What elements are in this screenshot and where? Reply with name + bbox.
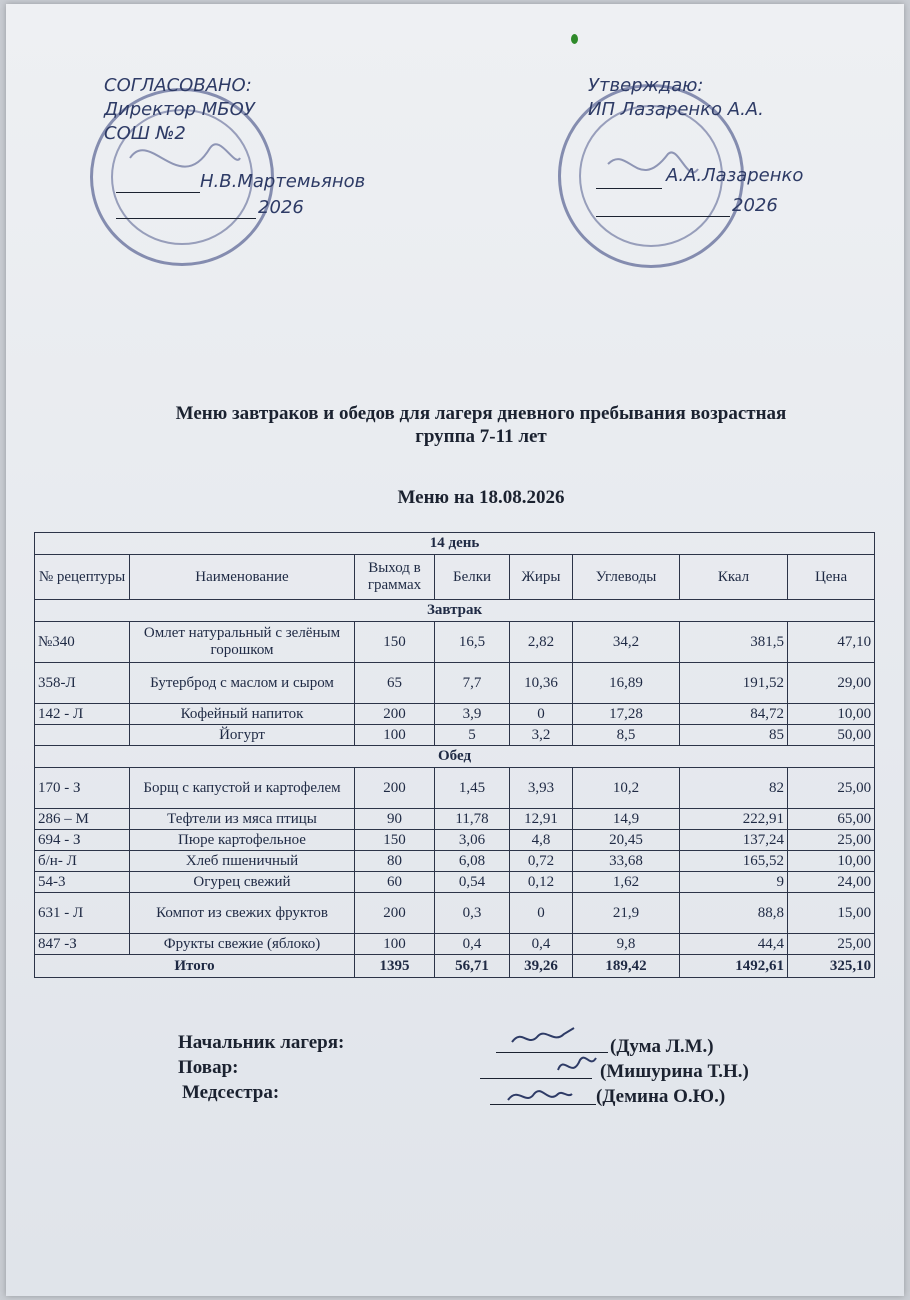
section-label-breakfast: Завтрак [35,600,875,622]
approval-left-signer-name: Н.В.Мартемьянов [200,171,366,192]
table-cell: 85 [680,725,788,746]
table-cell: 1,45 [435,768,510,809]
table-cell: 0,4 [435,934,510,955]
name-nurse: (Демина О.Ю.) [596,1086,726,1107]
table-cell: 65,00 [788,809,875,830]
role-camp-head: Начальник лагеря: [178,1032,345,1053]
column-header: Ккал [680,555,788,600]
table-cell: 60 [355,872,435,893]
name-camp-head: (Дума Л.М.) [610,1036,714,1057]
table-cell: 17,28 [573,704,680,725]
table-cell: 222,91 [680,809,788,830]
signature-roles [178,1030,344,1105]
table-cell: 100 [355,934,435,955]
menu-table [34,532,875,978]
role-cook: Повар: [178,1057,239,1078]
column-header: Выход в граммах [355,555,435,600]
table-cell: 100 [355,725,435,746]
column-header: Белки [435,555,510,600]
table-cell: 9 [680,872,788,893]
menu-date [66,486,896,509]
table-cell: 21,9 [573,893,680,934]
table-row [35,872,875,893]
table-row [35,809,875,830]
table-cell: 694 - З [35,830,130,851]
table-cell: 3,9 [435,704,510,725]
table-row [35,622,875,663]
table-cell: 10,00 [788,704,875,725]
approval-left-date-line [116,218,256,219]
total-cell: 1395 [355,955,435,978]
table-cell: 0 [510,893,573,934]
table-cell: 1,62 [573,872,680,893]
table-cell: 170 - З [35,768,130,809]
table-cell: б/н- Л [35,851,130,872]
table-cell: 10,2 [573,768,680,809]
total-cell: 189,42 [573,955,680,978]
section-lunch [35,746,875,768]
table-cell: 15,00 [788,893,875,934]
menu-title [66,402,896,448]
push-pin-icon [571,34,578,44]
table-cell: 3,06 [435,830,510,851]
table-cell: 7,7 [435,663,510,704]
table-cell: 0,12 [510,872,573,893]
table-cell: 16,5 [435,622,510,663]
table-cell: 10,36 [510,663,573,704]
table-cell: Огурец свежий [130,872,355,893]
table-cell: 0,72 [510,851,573,872]
approval-left-school: СОШ №2 [104,123,186,144]
table-cell: 631 - Л [35,893,130,934]
approval-left-signer [200,170,365,194]
day-label: 14 день [35,533,875,555]
table-row [35,704,875,725]
table-cell: 165,52 [680,851,788,872]
table-cell: 50,00 [788,725,875,746]
approval-right-sign-line [596,188,662,189]
table-cell: 0,54 [435,872,510,893]
table-cell: 150 [355,830,435,851]
document-sheet [6,4,904,1296]
table-cell: 84,72 [680,704,788,725]
table-cell: 47,10 [788,622,875,663]
total-cell: 325,10 [788,955,875,978]
day-row [35,533,875,555]
approval-right-year-text: 2026 [732,195,778,216]
menu-date-text: Меню на 18.08.2026 [397,487,565,508]
table-cell: 25,00 [788,768,875,809]
table-cell: 12,91 [510,809,573,830]
approval-right [588,74,764,122]
approval-right-company: ИП Лазаренко А.А. [588,99,764,120]
table-cell: 25,00 [788,934,875,955]
total-cell: 1492,61 [680,955,788,978]
table-cell: 142 - Л [35,704,130,725]
table-cell: Компот из свежих фруктов [130,893,355,934]
total-cell: 39,26 [510,955,573,978]
table-cell: 25,00 [788,830,875,851]
table-cell: 24,00 [788,872,875,893]
table-row [35,725,875,746]
table-cell: 0,3 [435,893,510,934]
table-cell: 5 [435,725,510,746]
table-cell: Бутерброд с маслом и сыром [130,663,355,704]
table-cell: 10,00 [788,851,875,872]
approval-right-signer-name: А.А.Лазаренко [666,165,804,186]
section-breakfast [35,600,875,622]
table-cell: Фрукты свежие (яблоко) [130,934,355,955]
table-cell: 54-3 [35,872,130,893]
table-cell: 847 -З [35,934,130,955]
table-row [35,893,875,934]
table-cell: 14,9 [573,809,680,830]
table-cell: 137,24 [680,830,788,851]
table-cell: 88,8 [680,893,788,934]
table-cell: 33,68 [573,851,680,872]
table-cell: 358-Л [35,663,130,704]
table-cell: 20,45 [573,830,680,851]
column-header: Углеводы [573,555,680,600]
table-cell: 82 [680,768,788,809]
table-cell: 11,78 [435,809,510,830]
table-cell: 90 [355,809,435,830]
header-row [35,555,875,600]
table-cell: Пюре картофельное [130,830,355,851]
table-cell: Борщ с капустой и картофелем [130,768,355,809]
section-label-lunch: Обед [35,746,875,768]
table-cell: 200 [355,704,435,725]
table-cell: Кофейный напиток [130,704,355,725]
approval-left-year-text: 2026 [258,197,304,218]
table-row [35,768,875,809]
table-cell [35,725,130,746]
table-cell: 2,82 [510,622,573,663]
table-cell: №340 [35,622,130,663]
approval-left-sign-line [116,192,200,193]
table-cell: Тефтели из мяса птицы [130,809,355,830]
approval-right-year [732,194,778,218]
role-nurse: Медсестра: [182,1082,280,1103]
total-label: Итого [35,955,355,978]
menu-title-line2: группа 7-11 лет [415,426,547,447]
table-cell: Омлет натуральный с зелёным горошком [130,622,355,663]
table-row [35,851,875,872]
table-cell: 3,93 [510,768,573,809]
column-header: Жиры [510,555,573,600]
menu-title-line1: Меню завтраков и обедов для лагеря дневного пребывания возрастная [175,403,787,424]
total-row [35,955,875,978]
column-header: № рецептуры [35,555,130,600]
table-cell: 286 – М [35,809,130,830]
name-cook: (Мишурина Т.Н.) [600,1061,749,1082]
table-cell: 44,4 [680,934,788,955]
table-cell: 3,2 [510,725,573,746]
approval-right-signer [666,164,803,188]
table-cell: 16,89 [573,663,680,704]
total-cell: 56,71 [435,955,510,978]
approval-left-title: СОГЛАСОВАНО: [104,75,252,96]
table-cell: 0,4 [510,934,573,955]
table-cell: 8,5 [573,725,680,746]
table-cell: Йогурт [130,725,355,746]
table-cell: 6,08 [435,851,510,872]
approval-left [104,74,255,146]
table-cell: 65 [355,663,435,704]
table-cell: 191,52 [680,663,788,704]
table-cell: 4,8 [510,830,573,851]
table-row [35,934,875,955]
table-cell: 200 [355,768,435,809]
approval-right-date-line [596,216,730,217]
table-cell: 150 [355,622,435,663]
table-cell: 29,00 [788,663,875,704]
table-cell: 0 [510,704,573,725]
table-cell: 381,5 [680,622,788,663]
table-row [35,663,875,704]
table-cell: 34,2 [573,622,680,663]
table-cell: Хлеб пшеничный [130,851,355,872]
approval-right-title: Утверждаю: [588,75,704,96]
table-row [35,830,875,851]
column-header: Цена [788,555,875,600]
table-cell: 200 [355,893,435,934]
column-header: Наименование [130,555,355,600]
signature-names [596,1034,749,1109]
table-cell: 9,8 [573,934,680,955]
approval-left-year [258,196,304,220]
approval-left-position: Директор МБОУ [104,99,255,120]
table-cell: 80 [355,851,435,872]
